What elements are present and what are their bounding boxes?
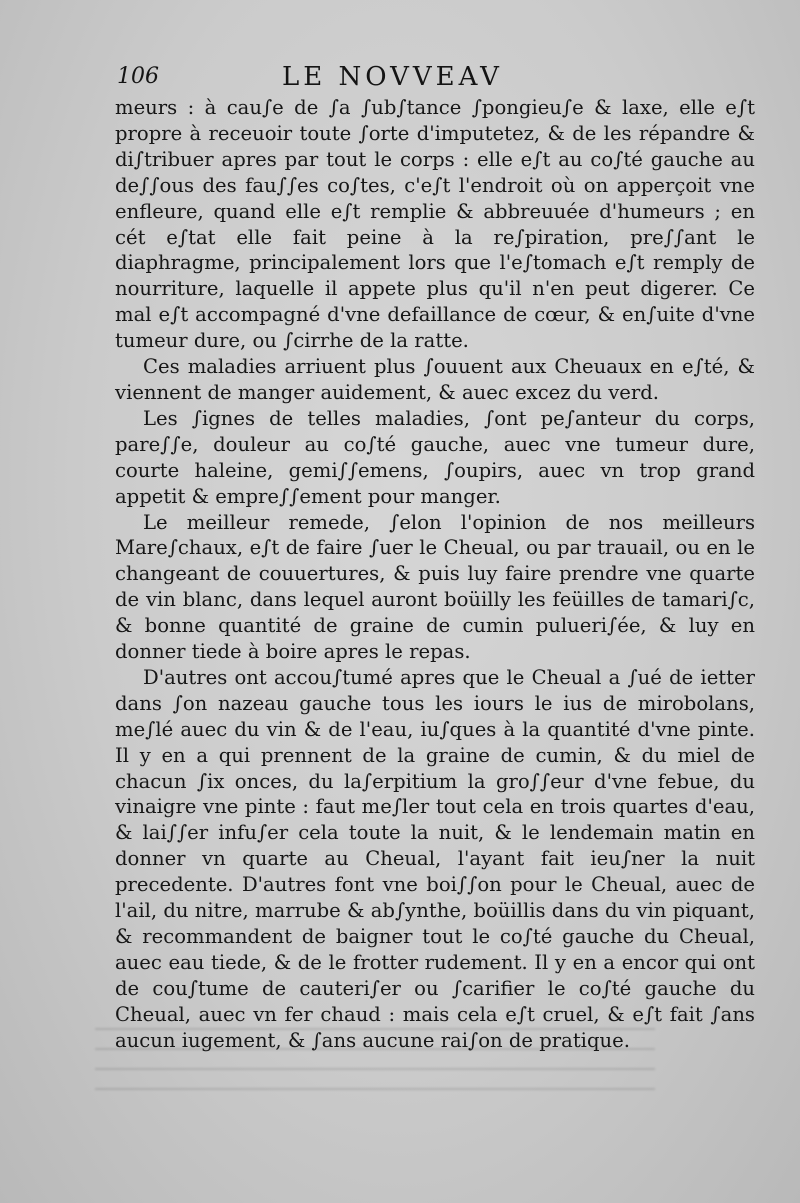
- paragraph: D'autres ont accou∫tumé apres que le Cheual a ∫ué de ietter dans ∫on nazeau gauche tous les iours le ius de mirobolans, me∫lé auec du vin & de l'eau, iu∫ques à la quantité d'vne pinte. Il y en a qui prennent de la graine de cumin, & du miel de chacun ∫ix onces, du la∫erpitium la gro∫∫eur d'vne febue, du vinaigre vne pinte : faut me∫ler tout cela en trois quartes d'eau, & lai∫∫er infu∫er cela toute la nuit, & le lendemain matin en donner vn quarte au Cheual, l'ayant fait ieu∫ner la nuit precedente. D'autres font vne boi∫∫on pour le Cheual, auec de l'ail, du nitre, marrube & ab∫ynthe, boüillis dans du vin piquant, & recommandent de baigner tout le co∫té gauche du Cheual, auec eau tiede, & de le frotter rudement. Il y en a encor qui ont de cou∫tume de cauteri∫er ou ∫carifier le co∫té gauche du Cheual, auec vn fer chaud : mais cela e∫t cruel, & e∫t fait ∫ans aucun iugement, & ∫ans aucune rai∫on de pratique.: [115, 665, 755, 1052]
- body-text: [115, 95, 755, 1054]
- running-title: LE NOVVEAV: [282, 62, 503, 92]
- page-header: [117, 62, 760, 96]
- paragraph: Le meilleur remede, ∫elon l'opinion de nos meilleurs Mare∫chaux, e∫t de faire ∫uer le Cheual, ou par trauail, ou en le changeant de couuertures, & puis luy faire prendre vne quarte de vin blanc, dans lequel auront boüilly les feüilles de tamari∫c, & bonne quantité de graine de cumin pulueri∫ée, & luy en donner tiede à boire apres le repas.: [115, 510, 755, 664]
- paragraph-continued: meurs : à cau∫e de ∫a ∫ub∫tance ∫pongieu∫e & laxe, elle e∫t propre à receuoir toute ∫orte d'imputetez, & de les répandre & di∫tribuer apres par tout le corps : elle e∫t au co∫té gauche au de∫∫ous des fau∫∫es co∫tes, c'e∫t l'endroit où on apperçoit vne enfleure, quand elle e∫t remplie & abbreuuée d'humeurs ; en cét e∫tat elle fait peine à la re∫piration, pre∫∫ant le diaphragme, principalement lors que l'e∫tomach e∫t remply de nourriture, laquelle il appete plus qu'il n'en peut digerer. Ce mal e∫t accompagné d'vne defaillance de cœur, & en∫uite d'vne tumeur dure, ou ∫cirrhe de la ratte.: [115, 96, 755, 353]
- paragraph: Les ∫ignes de telles maladies, ∫ont pe∫anteur du corps, pare∫∫e, douleur au co∫té gauche, auec vne tumeur dure, courte haleine, gemi∫∫emens, ∫oupirs, auec vn trop grand appetit & empre∫∫ement pour manger.: [115, 406, 755, 508]
- page-number: 106: [117, 64, 159, 89]
- paragraph: Ces maladies arriuent plus ∫ouuent aux Cheuaux en e∫té, & viennent de manger auidement, & auec excez du verd.: [115, 355, 755, 404]
